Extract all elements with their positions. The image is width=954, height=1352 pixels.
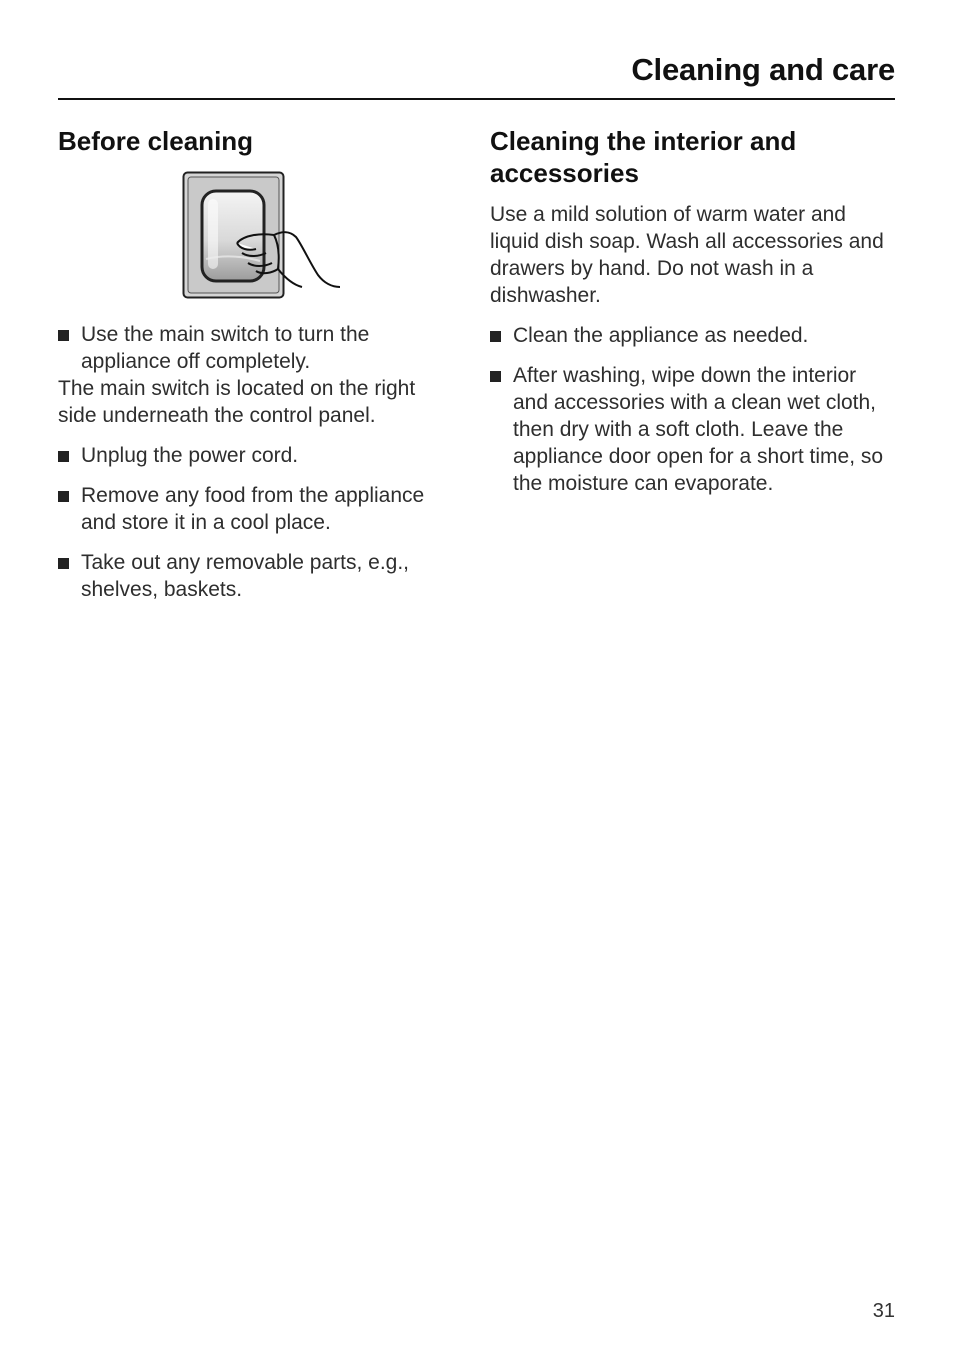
bullet-list [58,321,458,375]
main-switch-location-text: The main switch is located on the right side underneath the control panel. [58,377,416,427]
list-item: Unplug the power cord. [58,442,458,469]
section-heading-before-cleaning: Before cleaning [58,126,254,156]
page-title: Cleaning and care [631,52,895,87]
list-item: Take out any removable parts, e.g., shelves, baskets. [58,549,458,603]
bullet-list [490,322,895,497]
hand-pressing-switch-icon [182,171,342,301]
page-number: 31 [872,1300,895,1322]
page-header [58,52,895,100]
bullet-list [58,442,458,603]
cleaning-solution-text: Use a mild solution of warm water and liquid dish soap. Wash all accessories and drawers by hand. Do not wash in a dishwasher. [490,203,884,307]
list-item: Use the main switch to turn the appliance off completely. [58,321,458,375]
cleaning-interior-section [490,125,895,497]
list-item: After washing, wipe down the interior and accessories with a clean wet cloth, then dry with a soft cloth. Leave the appliance door open for a short time, so the moisture can evaporate. [490,362,895,497]
section-heading-cleaning-interior: Cleaning the interior and accessories [490,126,797,188]
list-item: Clean the appliance as needed. [490,322,895,349]
before-cleaning-section [58,125,458,603]
list-item: Remove any food from the appliance and store it in a cool place. [58,482,458,536]
